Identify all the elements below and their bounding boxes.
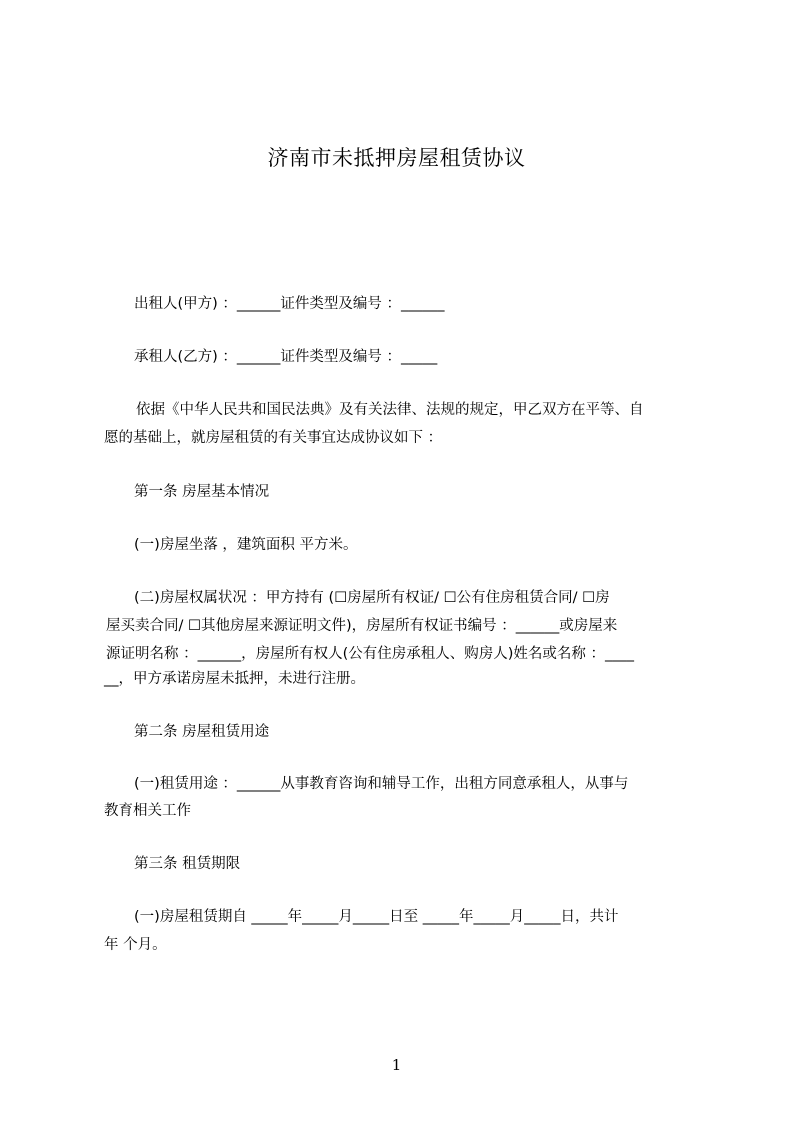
article-1-clause-2-line-1: (二)房屋权属状况 ：甲方持有 (☐房屋所有权证/ ☐公有住房租赁合同/ ☐房 xyxy=(134,590,610,606)
page-number: 1 xyxy=(391,1056,402,1074)
article-2-clause-1-line-2: 教育相关工作 xyxy=(104,803,191,819)
article-1-heading: 第一条 房屋基本情况 xyxy=(134,484,270,500)
article-3-clause-1-line-1: (一)房屋租赁期自 _____年_____月_____日至 _____年_____月_____日，共计 xyxy=(134,909,619,925)
article-1-clause-2-line-3: 源证明名称 ：______，房屋所有权人(公有住房承租人、购房人)姓名或名称 ：____ xyxy=(106,646,635,662)
article-3-heading: 第三条 租赁期限 xyxy=(134,856,241,872)
preamble-line-1: 依据《中华人民共和国民法典》及有关法律、法规的规定，甲乙双方在平等、自 xyxy=(136,402,644,418)
lessee-line: 承租人(乙方) ：______证件类型及编号 ：_____ xyxy=(134,349,438,365)
article-1-clause-2-line-4: __，甲方承诺房屋未抵押，未进行注册。 xyxy=(104,671,365,687)
document-title: 济南市未抵押房屋租赁协议 xyxy=(267,146,526,170)
article-2-clause-1-line-1: (一)租赁用途 ：______从事教育咨询和辅导工作，出租方同意承租人，从事与 xyxy=(134,776,629,792)
lessor-line: 出租人(甲方) ：______证件类型及编号 ：______ xyxy=(134,296,445,312)
article-3-clause-1-line-2: 年 个月。 xyxy=(104,937,167,953)
article-2-heading: 第二条 房屋租赁用途 xyxy=(134,724,270,740)
article-1-clause-2-line-2: 屋买卖合同/ ☐其他房屋来源证明文件)，房屋所有权证书编号 ：______或房屋来 xyxy=(106,618,618,634)
preamble-line-2: 愿的基础上，就房屋租赁的有关事宜达成协议如下 ： xyxy=(104,430,443,446)
article-1-clause-1: (一)房屋坐落 ，建筑面积 平方米。 xyxy=(134,537,358,553)
